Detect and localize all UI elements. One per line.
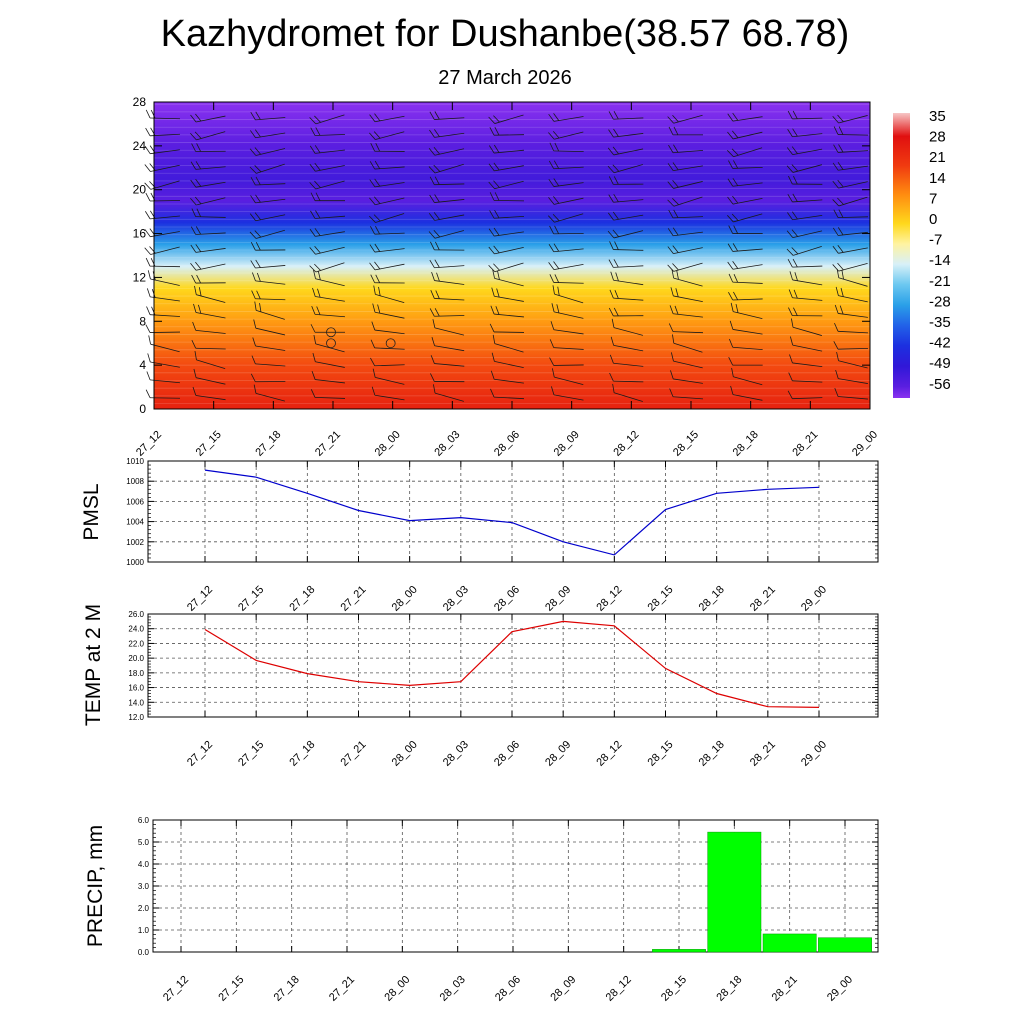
y-tick-label: 16.0: [128, 683, 144, 693]
colorbar-label: 0: [929, 211, 938, 228]
x-tick-label: 27_21: [327, 973, 358, 1004]
y-tick-label: 3.0: [137, 882, 149, 891]
precip-bar: [652, 949, 705, 952]
y-tick-label: 1006: [126, 497, 144, 507]
y-tick-label: 0.0: [137, 948, 149, 957]
x-tick-label: 28_18: [730, 428, 761, 459]
x-tick-label: 28_12: [603, 973, 634, 1004]
y-tick-label: 26.0: [128, 610, 144, 619]
colorbar-label: -7: [929, 231, 943, 249]
x-tick-label: 28_06: [493, 973, 524, 1004]
x-tick-label: 27_18: [287, 583, 318, 614]
y-tick-label: 1.0: [137, 926, 149, 935]
colorbar-label: 21: [929, 149, 946, 167]
x-tick-label: 27_12: [185, 738, 216, 769]
x-tick-label: 29_00: [825, 973, 856, 1004]
x-tick-label: 28_09: [551, 428, 582, 459]
colorbar-label: 35: [929, 108, 946, 125]
x-tick-label: 28_06: [492, 738, 523, 769]
x-tick-label: 28_03: [440, 583, 471, 614]
y-tick-label: 1008: [126, 477, 144, 487]
x-tick-label: 28_00: [389, 583, 420, 614]
page-title: Kazhydromet for Dushanbe(38.57 68.78): [160, 13, 850, 55]
x-tick-label: 28_03: [440, 738, 471, 769]
x-tick-label: 28_12: [611, 428, 642, 459]
plot-frame: [148, 614, 878, 717]
x-tick-label: 28_09: [543, 738, 574, 769]
precip-bar: [708, 832, 761, 952]
y-axis-label: TEMP at 2 M: [82, 603, 105, 727]
x-tick-label: 27_18: [287, 738, 318, 769]
x-tick-label: 28_00: [389, 738, 420, 769]
precip-bar: [818, 938, 871, 952]
y-tick-label: 1002: [126, 537, 144, 547]
y-tick-label: 18.0: [128, 668, 144, 678]
x-tick-label: 28_03: [432, 428, 463, 459]
x-tick-label: 28_00: [372, 428, 403, 459]
y-tick-label: 20: [132, 182, 146, 197]
x-tick-label: 28_12: [594, 738, 625, 769]
x-tick-label: 27_12: [134, 428, 165, 459]
colorbar-label: -35: [929, 314, 951, 331]
y-tick-label: 16: [132, 226, 146, 241]
y-axis-label: PMSL: [80, 483, 103, 541]
temperature-field: [154, 102, 870, 409]
x-tick-label: 27_21: [338, 583, 369, 614]
y-tick-label: 24.0: [128, 624, 144, 634]
colorbar: [893, 113, 910, 398]
x-tick-label: 27_18: [271, 973, 302, 1004]
y-tick-label: 4.0: [137, 860, 149, 869]
x-tick-label: 29_00: [850, 428, 881, 459]
y-tick-label: 6.0: [137, 816, 149, 825]
x-tick-label: 28_03: [437, 973, 468, 1004]
x-tick-label: 27_15: [193, 428, 224, 459]
x-tick-label: 28_18: [714, 973, 745, 1004]
y-tick-label: 2.0: [137, 904, 149, 913]
x-tick-label: 27_21: [313, 428, 344, 459]
colorbar-label: 28: [929, 128, 946, 146]
x-tick-label: 28_21: [747, 583, 778, 614]
x-tick-label: 28_06: [492, 428, 523, 459]
x-tick-label: 28_09: [543, 583, 574, 614]
y-tick-label: 1000: [126, 558, 144, 567]
x-tick-label: 28_15: [659, 973, 690, 1004]
colorbar-label: -56: [929, 375, 951, 393]
colorbar-label: -28: [929, 293, 951, 311]
x-tick-label: 28_12: [594, 583, 625, 614]
y-tick-label: 8: [139, 314, 146, 329]
colorbar-label: 14: [929, 169, 946, 187]
x-tick-label: 28_15: [645, 583, 676, 614]
colorbar-label: -14: [929, 252, 951, 270]
x-tick-label: 28_06: [492, 583, 523, 614]
colorbar-label: 7: [929, 190, 938, 208]
y-tick-label: 20.0: [128, 654, 144, 664]
x-tick-label: 28_15: [671, 428, 702, 459]
x-tick-label: 29_00: [799, 583, 830, 614]
x-tick-label: 27_12: [161, 973, 192, 1004]
y-tick-label: 12: [132, 270, 146, 285]
x-tick-label: 27_18: [253, 428, 284, 459]
x-tick-label: 27_15: [236, 738, 267, 769]
x-tick-label: 27_12: [185, 583, 216, 614]
x-tick-label: 28_21: [747, 738, 778, 769]
x-tick-label: 28_21: [790, 428, 821, 459]
y-tick-label: 4: [139, 358, 146, 373]
colorbar-label: -49: [929, 355, 951, 373]
x-tick-label: 28_21: [769, 973, 800, 1004]
x-tick-label: 28_15: [645, 738, 676, 769]
colorbar-label: -42: [929, 334, 951, 352]
x-tick-label: 28_00: [382, 973, 413, 1004]
y-axis-label: PRECIP, mm: [84, 824, 107, 948]
plot-frame: [148, 461, 878, 562]
x-tick-label: 27_21: [338, 738, 369, 769]
precip-bar: [763, 934, 816, 952]
colorbar-label: -21: [929, 272, 951, 290]
y-tick-label: 1010: [126, 457, 144, 466]
x-tick-label: 28_18: [696, 583, 727, 614]
x-tick-label: 27_15: [236, 583, 267, 614]
y-tick-label: 28: [132, 95, 146, 109]
x-tick-label: 27_15: [216, 973, 247, 1004]
x-tick-label: 28_09: [548, 973, 579, 1004]
page-subtitle: 27 March 2026: [438, 67, 572, 89]
x-tick-label: 29_00: [799, 738, 830, 769]
y-tick-label: 22.0: [128, 639, 144, 649]
x-tick-label: 28_18: [696, 738, 727, 769]
y-tick-label: 5.0: [137, 838, 149, 847]
y-tick-label: 12.0: [128, 713, 144, 722]
y-tick-label: 0: [139, 402, 146, 416]
y-tick-label: 14.0: [128, 698, 144, 708]
y-tick-label: 24: [132, 138, 146, 153]
y-tick-label: 1004: [126, 517, 144, 527]
